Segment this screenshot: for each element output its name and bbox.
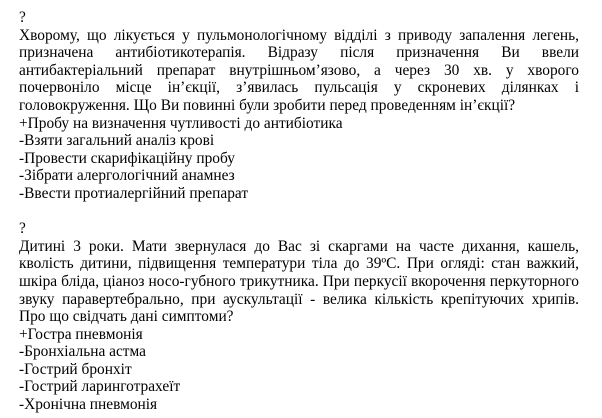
answer-option: -Ввести протиалергійний препарат [19, 184, 249, 202]
question-text: Дитині 3 роки. Мати звернулася до Вас зі скаргами на часте дихання, кашель, кволість дитини, підвищення температури тіла до 39ºС. При огляді: стан важкий, шкіра бліда, ціаноз носо-губного трикутника. При перкусії вкорочення перкуторного звуку паравертебрально, при аускультації - велика кількість крепітуючих хрипів. Про що свідчать дані симптоми? [19, 237, 579, 326]
answer-option: -Гострий бронхіт [19, 360, 132, 378]
spacer [19, 203, 579, 221]
answer-option: -Хронічна пневмонія [19, 396, 158, 414]
answer-option: -Зібрати алергологічний анамнез [19, 167, 235, 185]
question-block-1 [19, 9, 579, 203]
question-block-2 [19, 220, 579, 414]
answer-option: -Провести скарифікаційну пробу [19, 149, 235, 167]
answer-option: -Гострий ларинготрахеїт [19, 378, 181, 396]
question-text: Хворому, що лікується у пульмонологічному відділі з приводу запалення легень, призначена антибіотикотерапія. Відразу після призначення Ви ввели антибактеріальний препарат внутрішньом’язово, а через 30 хв. у хворого почервоніло місце ін’єкції, з’явилась пульсація у скроневих ділянках і головокруження. Що Ви повинні були зробити перед проведенням ін’єкції? [19, 26, 579, 114]
answer-option-correct: +Пробу на визначення чутливості до антибіотика [19, 114, 343, 132]
answer-option: -Бронхіальна астма [19, 343, 146, 361]
answer-option: -Взяти загальний аналіз крові [19, 132, 215, 150]
answer-option-correct: +Гостра пневмонія [19, 325, 143, 343]
question-marker: ? [19, 220, 26, 238]
question-marker: ? [19, 9, 26, 26]
document-page [19, 9, 579, 414]
